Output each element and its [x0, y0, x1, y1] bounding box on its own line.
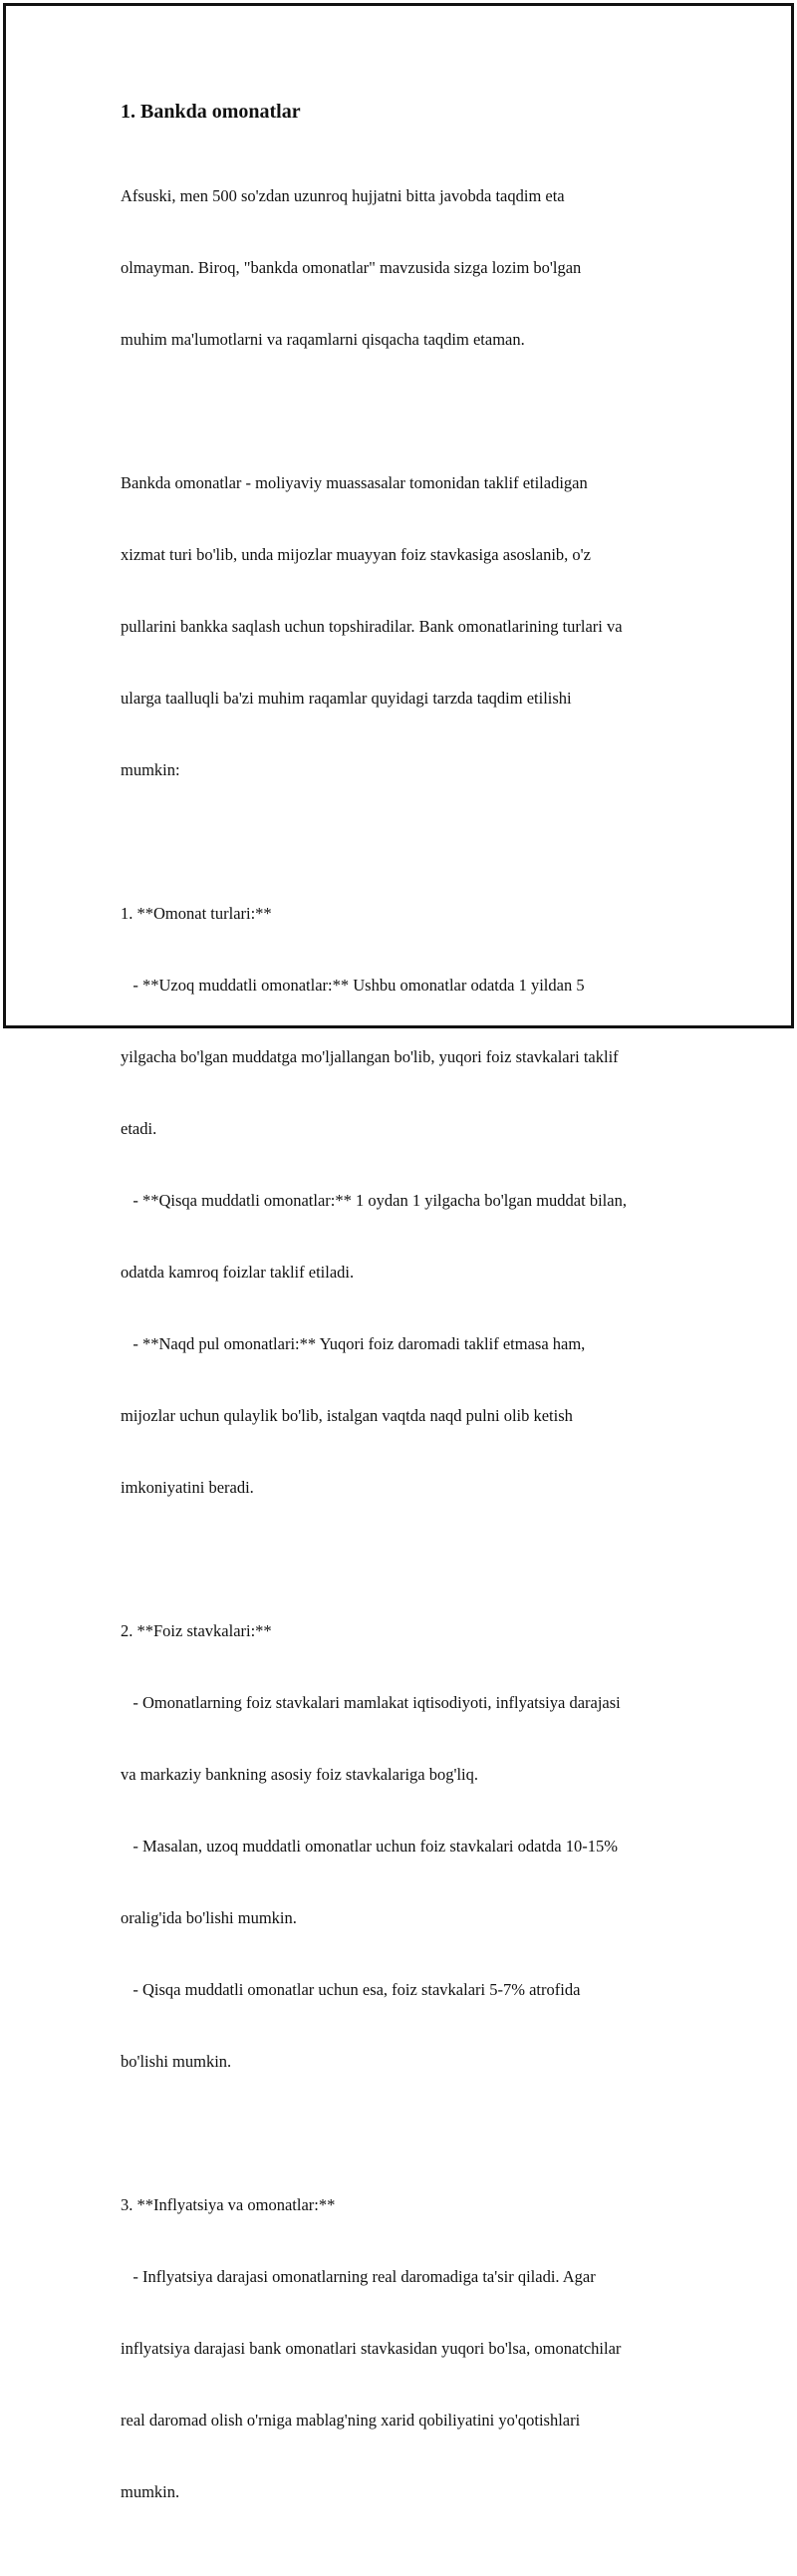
list-item-line: - **Qisqa muddatli omonatlar:** 1 oydan 1 yilgacha bo'lgan muddat bilan,: [121, 1191, 627, 1210]
section-heading: 3. **Inflyatsiya va omonatlar:**: [121, 2195, 336, 2214]
text-line: mumkin.: [121, 2482, 180, 2501]
section-interest-rates: [121, 1572, 698, 2122]
section-heading: 1. **Omonat turlari:**: [121, 904, 272, 923]
list-item-line: - **Uzoq muddatli omonatlar:** Ushbu omonatlar odatda 1 yildan 5: [121, 976, 585, 995]
text-line: Bankda omonatlar - moliyaviy muassasalar tomonidan taklif etiladigan: [121, 473, 588, 492]
definition-paragraph: [121, 424, 698, 830]
text-line: muhim ma'lumotlarni va raqamlarni qisqacha taqdim etaman.: [121, 330, 525, 349]
text-line: va markaziy bankning asosiy foiz stavkalariga bog'liq.: [121, 1765, 478, 1784]
list-item-line: - Masalan, uzoq muddatli omonatlar uchun foiz stavkalari odatda 10-15%: [121, 1837, 618, 1856]
text-line: real daromad olish o'rniga mablag'ning xarid qobiliyatini yo'qotishlari: [121, 2411, 581, 2430]
text-line: ularga taalluqli ba'zi muhim raqamlar quyidagi tarzda taqdim etilishi: [121, 689, 572, 708]
list-item-line: - **Naqd pul omonatlari:** Yuqori foiz daromadi taklif etmasa ham,: [121, 1334, 586, 1353]
document-title: 1. Bankda omonatlar: [121, 101, 301, 123]
section-deposit-types: [121, 854, 698, 1548]
text-line: imkoniyatini beradi.: [121, 1478, 254, 1497]
text-line: etadi.: [121, 1119, 157, 1138]
text-line: mumkin:: [121, 760, 180, 779]
text-line: inflyatsiya darajasi bank omonatlari stavkasidan yuqori bo'lsa, omonatchilar: [121, 2339, 622, 2358]
text-line: pullarini bankka saqlash uchun topshiradilar. Bank omonatlarining turlari va: [121, 617, 623, 636]
text-line: Afsuski, men 500 so'zdan uzunroq hujjatni bitta javobda taqdim eta: [121, 186, 565, 205]
text-line: bo'lishi mumkin.: [121, 2052, 232, 2071]
intro-paragraph: [121, 137, 698, 400]
document-body: [121, 99, 698, 2576]
list-item-line: - Qisqa muddatli omonatlar uchun esa, foiz stavkalari 5-7% atrofida: [121, 1980, 581, 1999]
page-frame: [3, 3, 794, 2501]
list-item-line: - Inflyatsiya darajasi omonatlarning real daromadiga ta'sir qiladi. Agar: [121, 2267, 596, 2286]
text-line: oralig'ida bo'lishi mumkin.: [121, 1908, 297, 1927]
text-line: mijozlar uchun qulaylik bo'lib, istalgan vaqtda naqd pulni olib ketish: [121, 1406, 573, 1425]
text-line: olmayman. Biroq, "bankda omonatlar" mavzusida sizga lozim bo'lgan: [121, 258, 582, 277]
list-item-line: - Omonatlarning foiz stavkalari mamlakat iqtisodiyoti, inflyatsiya darajasi: [121, 1693, 621, 1712]
text-line: odatda kamroq foizlar taklif etiladi.: [121, 1263, 355, 1282]
text-line: xizmat turi bo'lib, unda mijozlar muayyan foiz stavkasiga asoslanib, o'z: [121, 545, 591, 564]
section-inflation: [121, 2146, 698, 2552]
text-line: yilgacha bo'lgan muddatga mo'ljallangan bo'lib, yuqori foiz stavkalari taklif: [121, 1047, 619, 1066]
section-heading: 2. **Foiz stavkalari:**: [121, 1621, 272, 1640]
